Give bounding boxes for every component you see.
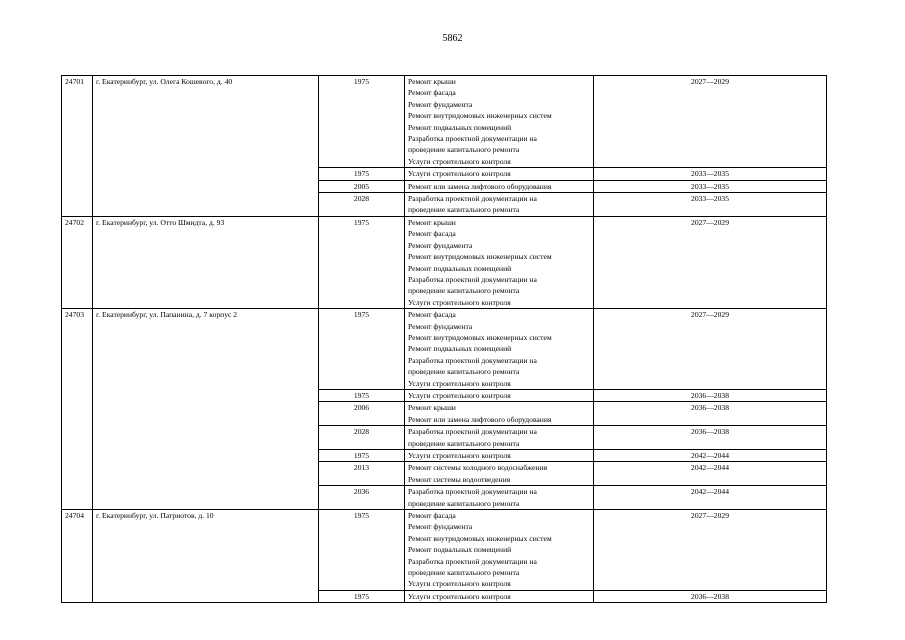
- works-cell: [405, 76, 594, 168]
- period-cell: 2033—2035: [594, 193, 827, 217]
- work-item: Разработка проектной документации на: [408, 355, 537, 365]
- year-cell: 2036: [319, 486, 405, 510]
- page-number: 5862: [442, 33, 463, 44]
- work-item: Ремонт фасада: [408, 229, 456, 239]
- period-cell: 2027—2029: [594, 76, 827, 168]
- work-item: Услуги строительного контроля: [408, 378, 511, 388]
- work-item: Ремонт фасада: [408, 88, 456, 98]
- year-cell: 1975: [319, 216, 405, 308]
- work-item: Разработка проектной документации на: [408, 134, 537, 144]
- year-cell: 1975: [319, 168, 405, 180]
- work-item: Ремонт подвальных помещений: [408, 344, 512, 354]
- house-address: г. Екатеринбург, ул. Олега Кошевого, д. 40: [93, 76, 319, 217]
- work-item: Ремонт подвальных помещений: [408, 545, 512, 555]
- work-item: проведение капитального ремонта: [408, 498, 520, 508]
- table-row: [62, 76, 827, 168]
- year-cell: 1975: [319, 76, 405, 168]
- period-cell: 2036—2038: [594, 389, 827, 401]
- table-row: [62, 309, 827, 390]
- work-item: Разработка проектной документации на: [408, 274, 537, 284]
- work-item: Разработка проектной документации на: [408, 487, 537, 497]
- work-item: Разработка проектной документации на: [408, 556, 537, 566]
- period-cell: 2036—2038: [594, 402, 827, 426]
- period-cell: 2033—2035: [594, 180, 827, 192]
- work-item: Ремонт подвальных помещений: [408, 122, 512, 132]
- house-number: 24703: [62, 309, 93, 510]
- work-item: Ремонт фундамента: [408, 99, 473, 109]
- year-cell: 1975: [319, 309, 405, 390]
- works-cell: [405, 168, 594, 180]
- work-item: Ремонт крыши: [408, 77, 456, 86]
- house-number: 24704: [62, 510, 93, 603]
- period-cell: 2027—2029: [594, 510, 827, 591]
- house-number: 24702: [62, 216, 93, 308]
- work-item: Услуги строительного контроля: [408, 451, 511, 460]
- work-item: Ремонт внутридомовых инженерных систем: [408, 111, 552, 121]
- works-cell: [405, 193, 594, 217]
- work-item: Ремонт или замена лифтового оборудования: [408, 181, 552, 191]
- work-item: проведение капитального ремонта: [408, 568, 520, 578]
- work-item: Ремонт фасада: [408, 310, 456, 320]
- year-cell: 1975: [319, 389, 405, 401]
- year-cell: 2006: [319, 402, 405, 426]
- works-cell: [405, 590, 594, 602]
- work-item: Ремонт системы водоотведения: [408, 474, 511, 484]
- work-item: Ремонт внутридомовых инженерных систем: [408, 252, 552, 262]
- work-item: проведение капитального ремонта: [408, 438, 520, 448]
- table-row: [62, 216, 827, 308]
- work-item: Услуги строительного контроля: [408, 591, 511, 601]
- house-address: г. Екатеринбург, ул. Патриотов, д. 10: [93, 510, 319, 603]
- work-item: Ремонт крыши: [408, 403, 456, 413]
- work-item: Ремонт или замена лифтового оборудования: [408, 414, 552, 424]
- work-item: Услуги строительного контроля: [408, 390, 511, 400]
- repair-schedule-table: [61, 75, 827, 603]
- table-row: [62, 510, 827, 591]
- year-cell: 1975: [319, 450, 405, 462]
- year-cell: 2028: [319, 193, 405, 217]
- house-number: 24701: [62, 76, 93, 217]
- house-address: г. Екатеринбург, ул. Папанина, д. 7 корпус 2: [93, 309, 319, 510]
- work-item: Ремонт крыши: [408, 217, 456, 227]
- period-cell: 2027—2029: [594, 309, 827, 390]
- work-item: Услуги строительного контроля: [408, 579, 511, 589]
- works-cell: [405, 462, 594, 486]
- period-cell: 2042—2044: [594, 450, 827, 462]
- works-cell: [405, 216, 594, 308]
- work-item: Ремонт фундамента: [408, 240, 473, 250]
- work-item: Ремонт внутридомовых инженерных систем: [408, 332, 552, 342]
- period-cell: 2036—2038: [594, 426, 827, 450]
- period-cell: 2042—2044: [594, 486, 827, 510]
- works-cell: [405, 389, 594, 401]
- work-item: Ремонт фундамента: [408, 321, 473, 331]
- work-item: Разработка проектной документации на: [408, 194, 537, 204]
- works-cell: [405, 426, 594, 450]
- works-cell: [405, 402, 594, 426]
- work-item: проведение капитального ремонта: [408, 367, 520, 377]
- period-cell: 2042—2044: [594, 462, 827, 486]
- work-item: Услуги строительного контроля: [408, 297, 511, 307]
- year-cell: 2005: [319, 180, 405, 192]
- period-cell: 2036—2038: [594, 590, 827, 602]
- work-item: Ремонт подвальных помещений: [408, 263, 512, 273]
- work-item: проведение капитального ремонта: [408, 286, 520, 296]
- work-item: Услуги строительного контроля: [408, 156, 511, 166]
- work-item: проведение капитального ремонта: [408, 205, 520, 215]
- works-cell: [405, 450, 594, 462]
- work-item: Ремонт фундамента: [408, 522, 473, 532]
- period-cell: 2033—2035: [594, 168, 827, 180]
- year-cell: 1975: [319, 590, 405, 602]
- works-cell: [405, 180, 594, 192]
- work-item: Ремонт внутридомовых инженерных систем: [408, 533, 552, 543]
- works-cell: [405, 309, 594, 390]
- work-item: проведение капитального ремонта: [408, 145, 520, 155]
- work-item: Ремонт системы холодного водоснабжения: [408, 463, 548, 473]
- house-address: г. Екатеринбург, ул. Отто Шмидта, д. 93: [93, 216, 319, 308]
- works-cell: [405, 486, 594, 510]
- year-cell: 2013: [319, 462, 405, 486]
- work-item: Ремонт фасада: [408, 511, 456, 521]
- year-cell: 1975: [319, 510, 405, 591]
- work-item: Разработка проектной документации на: [408, 427, 537, 437]
- work-item: Услуги строительного контроля: [408, 169, 511, 179]
- works-cell: [405, 510, 594, 591]
- year-cell: 2028: [319, 426, 405, 450]
- period-cell: 2027—2029: [594, 216, 827, 308]
